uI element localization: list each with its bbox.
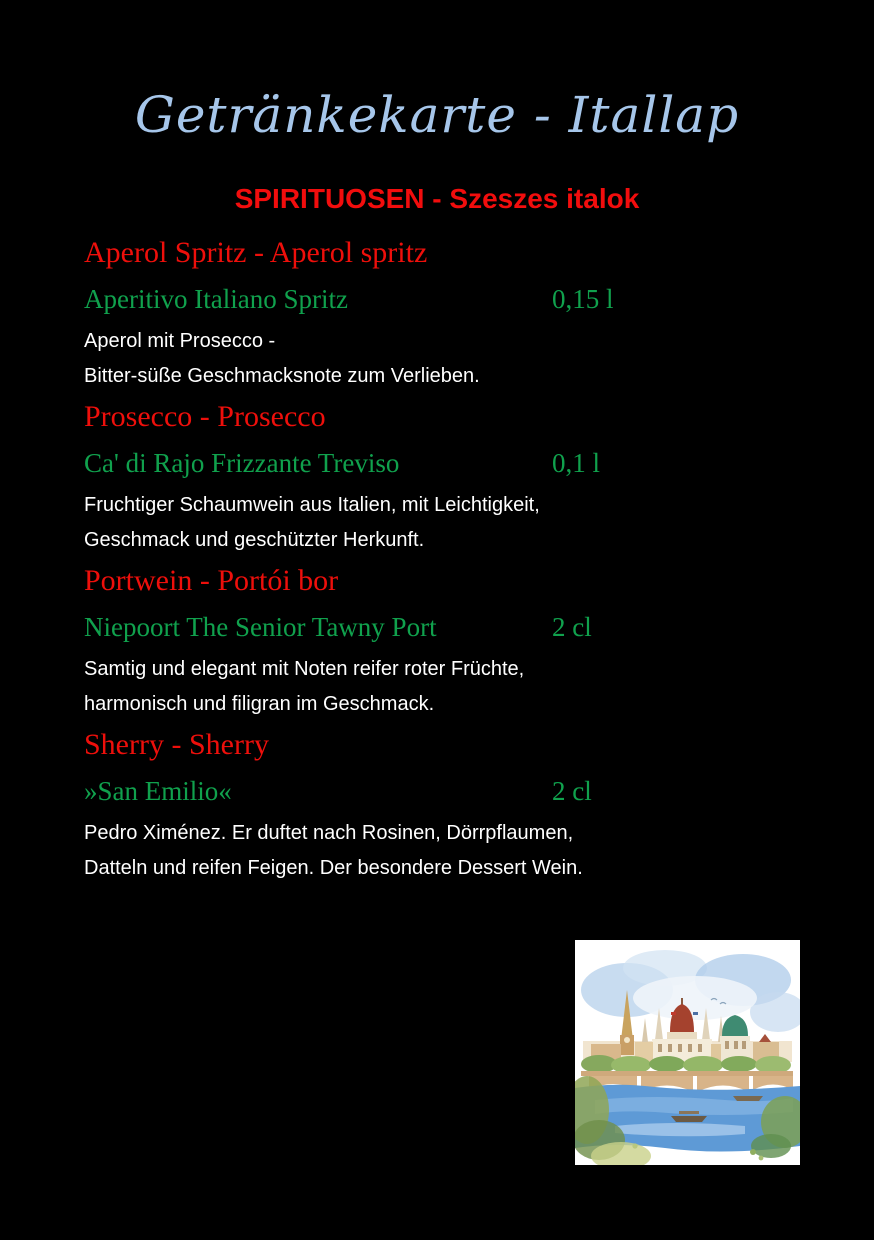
menu-item-row <box>84 448 800 479</box>
menu-item-row <box>84 284 800 315</box>
menu-list <box>84 236 800 892</box>
section-heading: Portwein - Portói bor <box>84 564 339 597</box>
section-heading: Prosecco - Prosecco <box>84 400 326 433</box>
menu-section-sherry <box>84 728 800 892</box>
item-name: Aperitivo Italiano Spritz <box>84 284 348 314</box>
item-description <box>84 324 480 394</box>
description-line: Aperol mit Prosecco - <box>84 330 276 352</box>
category-heading: SPIRITUOSEN - Szeszes italok <box>234 183 640 214</box>
budapest-watercolor-illustration <box>575 940 800 1165</box>
menu-item-row <box>84 776 800 807</box>
menu-section-aperol-spritz <box>84 236 800 400</box>
page-title: Getränkekarte - Itallap <box>134 86 740 144</box>
item-description <box>84 488 540 558</box>
description-line: Geschmack und geschützter Herkunft. <box>84 529 425 551</box>
description-line: harmonisch und filigran im Geschmack. <box>84 693 435 715</box>
item-volume: 2 cl <box>552 776 592 806</box>
item-volume: 2 cl <box>552 612 592 642</box>
description-line: Fruchtiger Schaumwein aus Italien, mit Leichtigkeit, <box>84 494 540 516</box>
item-volume: 0,1 l <box>552 448 601 478</box>
description-line: Bitter-süße Geschmacksnote zum Verlieben. <box>84 365 480 387</box>
item-name: Niepoort The Senior Tawny Port <box>84 612 437 642</box>
description-line: Samtig und elegant mit Noten reifer roter Früchte, <box>84 658 525 680</box>
item-description <box>84 652 524 722</box>
item-description <box>84 816 583 886</box>
menu-section-prosecco <box>84 400 800 564</box>
item-name: Ca' di Rajo Frizzante Treviso <box>84 448 400 478</box>
menu-section-portwein <box>84 564 800 728</box>
description-line: Datteln und reifen Feigen. Der besondere Dessert Wein. <box>84 857 583 879</box>
section-heading: Aperol Spritz - Aperol spritz <box>84 236 428 269</box>
description-line: Pedro Ximénez. Er duftet nach Rosinen, Dörrpflaumen, <box>84 822 574 844</box>
item-name: »San Emilio« <box>84 776 232 806</box>
menu-item-row <box>84 612 800 643</box>
item-volume: 0,15 l <box>552 284 614 314</box>
section-heading: Sherry - Sherry <box>84 728 269 761</box>
